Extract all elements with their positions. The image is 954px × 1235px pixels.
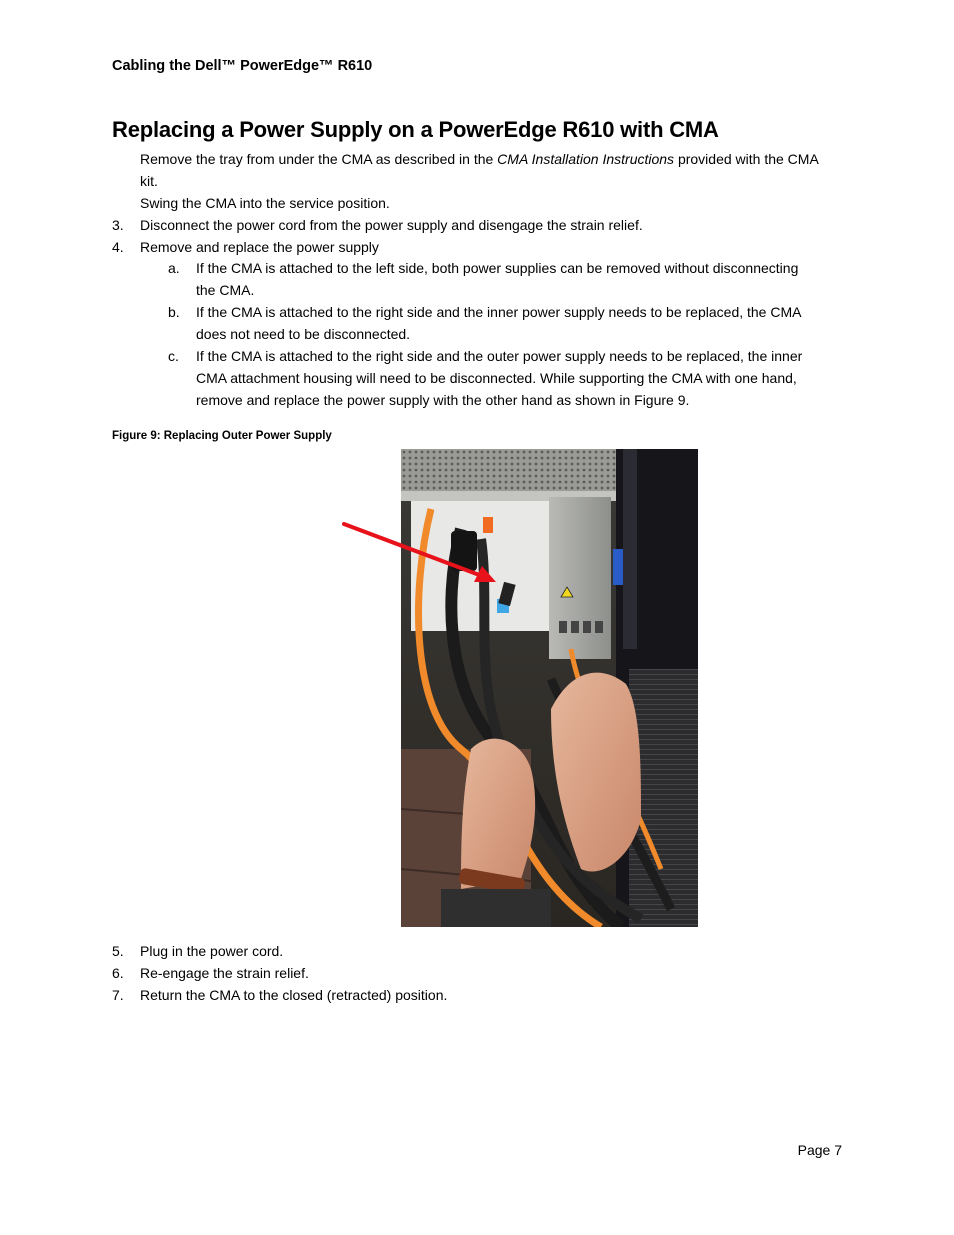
red-arrow-icon: [330, 510, 510, 600]
step-3: Disconnect the power cord from the power supply and disengage the strain relief.: [140, 217, 643, 233]
step-4-number: 4.: [112, 239, 124, 255]
step-4c-line-1: If the CMA is attached to the right side and the outer power supply needs to be replaced, the inner: [196, 348, 803, 364]
step-4b-line-2: does not need to be disconnected.: [196, 326, 411, 342]
step-1-doc-title: CMA Installation Instructions: [497, 151, 675, 167]
step-4: Remove and replace the power supply: [140, 239, 379, 255]
figure-caption: Figure 9: Replacing Outer Power Supply: [112, 430, 332, 442]
step-4a-line-1: If the CMA is attached to the left side, both power supplies can be removed without disconnecting: [196, 260, 799, 276]
step-4c-line-2: CMA attachment housing will need to be disconnected. While supporting the CMA with one hand,: [196, 370, 797, 386]
step-7-number: 7.: [112, 987, 124, 1003]
step-4b-letter: b.: [168, 304, 180, 320]
step-3-number: 3.: [112, 217, 124, 233]
step-6: Re-engage the strain relief.: [140, 965, 309, 981]
step-1-continued: kit.: [140, 173, 158, 189]
page-number: Page 7: [797, 1142, 842, 1158]
step-1-text-end: provided with the CMA: [674, 151, 819, 167]
step-1: [140, 148, 819, 170]
running-header: Cabling the Dell™ PowerEdge™ R610: [112, 58, 373, 74]
step-4c-letter: c.: [168, 348, 179, 364]
step-2: Swing the CMA into the service position.: [140, 195, 390, 211]
step-5: Plug in the power cord.: [140, 943, 284, 959]
step-6-number: 6.: [112, 965, 124, 981]
step-4a-line-2: the CMA.: [196, 282, 255, 298]
step-4a-letter: a.: [168, 260, 180, 276]
step-4c-line-3: remove and replace the power supply with the other hand as shown in Figure 9.: [196, 392, 690, 408]
section-title: Replacing a Power Supply on a PowerEdge R610 with CMA: [112, 117, 719, 142]
step-5-number: 5.: [112, 943, 124, 959]
step-1-text: Remove the tray from under the CMA as described in the: [140, 151, 498, 167]
step-4b-line-1: If the CMA is attached to the right side and the inner power supply needs to be replaced, the CMA: [196, 304, 802, 320]
step-7: Return the CMA to the closed (retracted) position.: [140, 987, 448, 1003]
